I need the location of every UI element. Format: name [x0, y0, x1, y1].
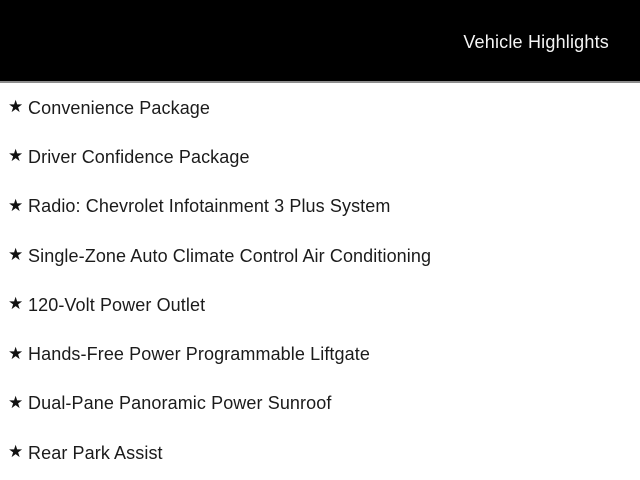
star-icon: ★: [8, 245, 24, 265]
highlight-item: [0, 280, 640, 329]
highlight-label: Single-Zone Auto Climate Control Air Conditioning: [28, 245, 432, 266]
highlight-item: [0, 132, 640, 181]
star-icon: ★: [8, 97, 24, 117]
highlight-item: [0, 83, 640, 132]
star-icon: ★: [8, 294, 24, 314]
page-title: Vehicle Highlights: [463, 32, 609, 52]
highlight-label: Rear Park Assist: [28, 442, 163, 463]
highlight-item: [0, 379, 640, 428]
highlight-label: Driver Confidence Package: [28, 146, 250, 167]
star-icon: ★: [8, 392, 24, 412]
highlight-label: Radio: Chevrolet Infotainment 3 Plus System: [28, 196, 391, 217]
highlight-label: 120-Volt Power Outlet: [28, 294, 206, 315]
star-icon: ★: [8, 442, 24, 462]
highlight-item: [0, 428, 640, 477]
highlight-item: [0, 231, 640, 280]
star-icon: ★: [8, 343, 24, 363]
highlight-label: Convenience Package: [28, 97, 211, 118]
highlight-label: Hands-Free Power Programmable Liftgate: [28, 344, 370, 365]
highlight-item: [0, 182, 640, 231]
highlights-header: [0, 0, 640, 83]
star-icon: ★: [8, 146, 24, 166]
highlight-label: Dual-Pane Panoramic Power Sunroof: [28, 393, 332, 414]
star-icon: ★: [8, 195, 24, 215]
highlight-list: [0, 83, 640, 480]
highlight-item: [0, 329, 640, 378]
